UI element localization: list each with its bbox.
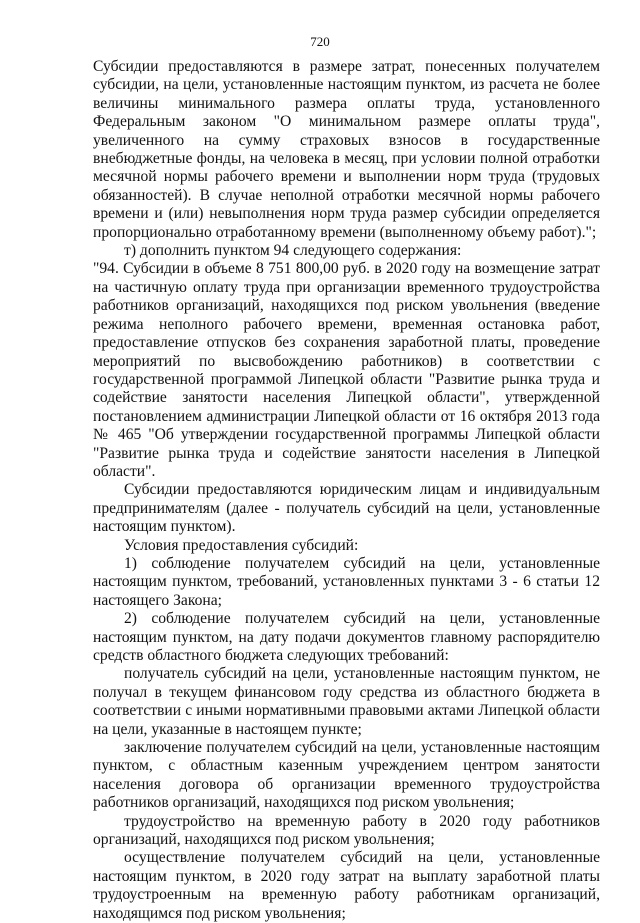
paragraph-condition-1: 1) соблюдение получателем субсидий на цели, установленные настоящим пунктом, требований, установленных пунктами 3 - 6 статьи 12 настоящего Закона; — [93, 554, 600, 609]
paragraph-recipients: Субсидии предоставляются юридическим лицам и индивидуальным предпринимателям (далее - получатель субсидий на цели, установленные настоящим пунктом). — [93, 481, 600, 536]
paragraph-requirement-contract: заключение получателем субсидий на цели, установленные настоящим пунктом, с областным казенным учреждением центром занятости населения договора об организации временного трудоустройства работников организаций, находящихся под риском увольнения; — [93, 739, 600, 812]
paragraph-conditions-heading: Условия предоставления субсидий: — [124, 536, 359, 554]
paragraph-item-94: "94. Субсидии в объеме 8 751 800,00 руб. в 2020 году на возмещение затрат на частичную оплату труда при организации временного трудоустройства работников организаций, находящихся под риском увольнения (введение режима неполного рабочего времени, временная остановка работ, предоставление отпусков без сохранения заработной платы, проведение мероприятий по высвобождению работников) в соответствии с государственной программой Липецкой области "Развитие рынка труда и содействие занятости населения Липецкой области", утвержденной постановлением администрации Липецкой области от 16 октября 2013 года № 465 "Об утверждении государственной программы Липецкой области "Развитие рынка труда и содействие занятости населения в Липецкой области". — [93, 260, 600, 480]
paragraph-amendment-intro: т) дополнить пунктом 94 следующего содержания: — [124, 242, 462, 260]
paragraph-condition-2: 2) соблюдение получателем субсидий на цели, установленные настоящим пунктом, на дату подачи документов главному распорядителю средств областного бюджета следующих требований: — [93, 610, 600, 664]
document-body — [93, 58, 600, 923]
paragraph-requirement-wage-costs: осуществление получателем субсидий на цели, установленные настоящим пунктом, в 2020 году затрат на выплату заработной платы трудоустроенным на временную работу работникам организаций, находящимся под риском увольнения; — [93, 849, 600, 922]
paragraph-requirement-employment: трудоустройство на временную работу в 2020 году работников организаций, находящихся под риском увольнения; — [93, 812, 600, 849]
paragraph-subsidy-size: Субсидии предоставляются в размере затрат, понесенных получателем субсидии, на цели, установленные настоящим пунктом, из расчета не более величины минимального размера оплаты труда, установленного Федеральным законом "О минимальном размере оплаты труда", увеличенного на сумму страховых взносов в государственные внебюджетные фонды, на человека в месяц, при условии полной отработки месячной нормы рабочего времени и выполнении норм труда (трудовых обязанностей). В случае неполной отработки месячной нормы рабочего времени и (или) невыполнения норм труда размер субсидии определяется пропорционально отработанному времени (выполненному объему работ)."; — [93, 58, 600, 241]
page-number: 720 — [310, 34, 330, 49]
paragraph-requirement-no-other-funds: получатель субсидий на цели, установленные настоящим пунктом, не получал в текущем финансовом году средства из областного бюджета в соответствии с иными нормативными правовыми актами Липецкой области на цели, указанные в настоящем пункте; — [93, 665, 600, 738]
